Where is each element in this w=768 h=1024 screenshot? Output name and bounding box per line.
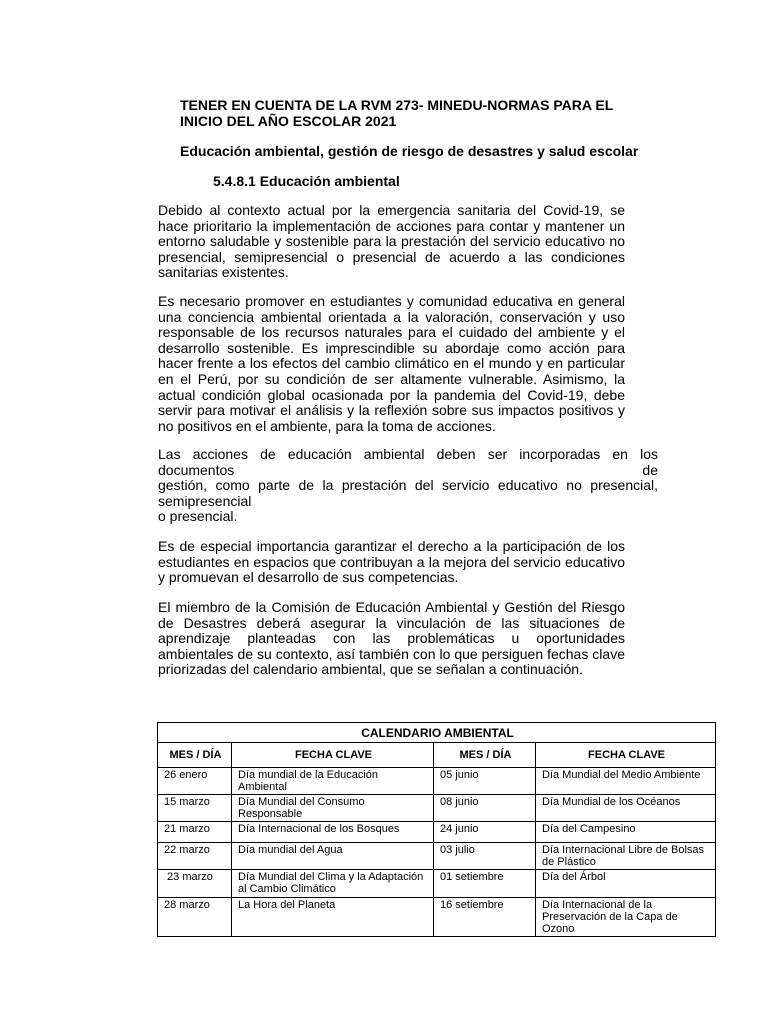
table-cell: Día mundial de la Educación Ambiental xyxy=(232,768,434,795)
paragraph-4: Es de especial importancia garantizar el derecho a la participación de los estudiantes en espacios que contribuyan a la mejora del servicio educativo y promuevan el desarrollo de sus competencias. xyxy=(158,538,625,586)
column-header: MES / DÍA xyxy=(434,743,536,768)
table-cell: 03 julio xyxy=(434,843,536,870)
table-row xyxy=(158,870,716,898)
column-header: FECHA CLAVE xyxy=(536,743,716,768)
paragraph-3-line-3: o presencial. xyxy=(158,508,238,525)
table-cell: 28 marzo xyxy=(158,898,232,937)
paragraph-3 xyxy=(158,447,658,525)
calendar-table xyxy=(157,722,716,937)
table-row xyxy=(158,795,716,822)
table-cell: Día Internacional de los Bosques xyxy=(232,822,434,843)
table-cell: 24 junio xyxy=(434,822,536,843)
paragraph-5: El miembro de la Comisión de Educación Ambiental y Gestión del Riesgo de Desastres deberá asegurar la vinculación de las situaciones de aprendizaje planteadas con las problemáticas u oportunidades ambientales de su contexto, así también con lo que persiguen fechas clave priorizadas del calendario ambiental, que se señalan a continuación. xyxy=(158,599,625,678)
table-cell: Día Mundial de los Océanos xyxy=(536,795,716,822)
paragraph-3-line-2: gestión, como parte de la prestación del servicio educativo no presencial, semipresencial xyxy=(158,477,658,509)
table-cell: Día del Árbol xyxy=(536,870,716,898)
table-cell: 15 marzo xyxy=(158,795,232,822)
paragraph-1: Debido al contexto actual por la emergencia sanitaria del Covid-19, se hace prioritario la implementación de acciones para contar y mantener un entorno saludable y sostenible para la prestación del servicio educativo no presencial, semipresencial o presencial de acuerdo a las condiciones sanitarias existentes. xyxy=(158,202,625,281)
table-cell: Día del Campesino xyxy=(536,822,716,843)
table-cell: La Hora del Planeta xyxy=(232,898,434,937)
table-cell: 01 setiembre xyxy=(434,870,536,898)
table-cell: 23 marzo xyxy=(158,870,232,898)
calendar-caption: CALENDARIO AMBIENTAL xyxy=(158,723,716,743)
paragraph-2: Es necesario promover en estudiantes y comunidad educativa en general una conciencia ambiental orientada a la valoración, conservación y uso responsable de los recursos naturales para el cuidado del ambiente y el desarrollo sostenible. Es imprescindible su abordaje como acción para hacer frente a los efectos del cambio climático en el mundo y en particular en el Perú, por su condición de ser altamente vulnerable. Asimismo, la actual condición global ocasionada por la pandemia del Covid-19, debe servir para motivar el análisis y la reflexión sobre sus impactos positivos y no positivos en el ambiente, para la toma de acciones. xyxy=(158,293,625,434)
paragraph-3-line-1: Las acciones de educación ambiental deben ser incorporadas en los documentos de xyxy=(158,446,658,478)
table-cell: 26 enero xyxy=(158,768,232,795)
table-cell: Día Mundial del Consumo Responsable xyxy=(232,795,434,822)
document-subtitle: Educación ambiental, gestión de riesgo de desastres y salud escolar xyxy=(180,143,639,159)
column-header: FECHA CLAVE xyxy=(232,743,434,768)
column-header: MES / DÍA xyxy=(158,743,232,768)
table-row xyxy=(158,822,716,843)
table-cell: 21 marzo xyxy=(158,822,232,843)
table-cell: 05 junio xyxy=(434,768,536,795)
table-cell: Día Internacional de la Preservación de la Capa de Ozono xyxy=(536,898,716,937)
table-row xyxy=(158,843,716,870)
table-cell: 16 setiembre xyxy=(434,898,536,937)
table-cell: 22 marzo xyxy=(158,843,232,870)
table-row xyxy=(158,898,716,937)
table-row xyxy=(158,768,716,795)
document-title: TENER EN CUENTA DE LA RVM 273- MINEDU-NORMAS PARA EL INICIO DEL AÑO ESCOLAR 2021 xyxy=(180,97,613,129)
table-cell: 08 junio xyxy=(434,795,536,822)
table-cell: Día Mundial del Clima y la Adaptación al Cambio Climático xyxy=(232,870,434,898)
section-heading: 5.4.8.1 Educación ambiental xyxy=(213,173,400,189)
table-cell: Día mundial del Agua xyxy=(232,843,434,870)
table-cell: Día Internacional Libre de Bolsas de Plástico xyxy=(536,843,716,870)
table-cell: Día Mundial del Medio Ambiente xyxy=(536,768,716,795)
